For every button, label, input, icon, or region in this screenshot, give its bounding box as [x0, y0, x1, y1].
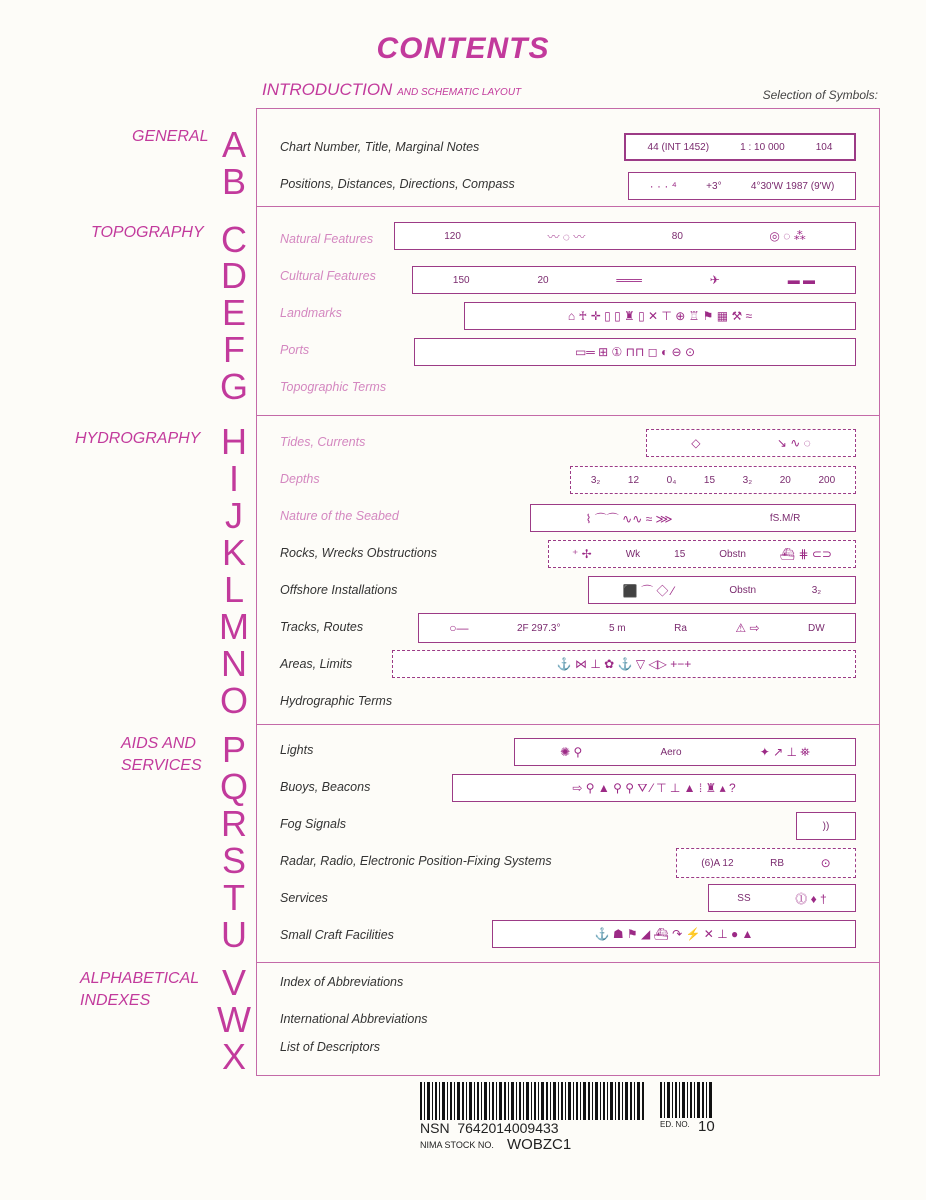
letter-d: D [221, 255, 247, 296]
chart-scale-text: 1 : 10 000 [740, 141, 785, 153]
section-i-link[interactable]: Depths [280, 472, 320, 486]
road-icon: ═══ [616, 273, 642, 287]
edition-value: 10 [698, 1118, 715, 1135]
divider [256, 415, 880, 416]
fog-signal-text: )) [822, 820, 830, 832]
divider [256, 962, 880, 963]
barcode-nsn [420, 1082, 646, 1120]
category-aids [121, 733, 202, 777]
intro-heading [262, 80, 521, 100]
natural-spot-text: 80 [671, 230, 683, 242]
nsn-line [420, 1120, 559, 1136]
depth-0: 3₂ [590, 474, 601, 486]
contour-icon: 〰 ◌ 〰 [547, 229, 586, 244]
landmark-icons: ⌂ ♰ ✛ ▯ ▯ ♜ ▯ ✕ ⊤ ⊕ ♖ ⚑ ▦ ⚒ ≈ [567, 309, 753, 323]
letter-m: M [219, 606, 249, 647]
letter-e: E [221, 292, 246, 333]
radar-station-icon: ⊙ [820, 856, 831, 870]
symbols-radar [676, 848, 856, 878]
letter-t: T [223, 877, 245, 918]
edition-label: ED. NO. [660, 1120, 690, 1129]
variation-note-text: 4°30'W 1987 (9'W) [750, 180, 835, 192]
section-l-link[interactable]: Offshore Installations [280, 583, 398, 597]
section-j-link[interactable]: Nature of the Seabed [280, 509, 399, 523]
cultural-spot-text: 20 [537, 274, 549, 286]
nima-stock-value: WOBZC1 [507, 1136, 572, 1153]
category-aids-line2: SERVICES [121, 757, 202, 774]
section-o-link[interactable]: Hydrographic Terms [280, 694, 393, 708]
nsn-label: NSN [420, 1120, 450, 1136]
track-bearing-text: 2F 297.3° [516, 622, 561, 634]
section-d-link[interactable]: Cultural Features [280, 269, 376, 283]
depth-1: 12 [627, 474, 640, 486]
selection-label: Selection of Symbols: [762, 88, 878, 102]
letter-h: H [221, 421, 247, 462]
obstn-depth-text: 15 [674, 548, 686, 560]
section-p-link[interactable]: Lights [280, 743, 314, 757]
category-indexes-line2: INDEXES [80, 992, 151, 1009]
nima-stock-label: NIMA STOCK NO. [420, 1140, 494, 1150]
light-icons: ✺ ⚲ [560, 745, 583, 759]
letter-p: P [221, 729, 246, 770]
port-icons: ▭═ ⊞ ① ⊓⊓ ◻ ◐ ⊖ ⊙ [574, 345, 696, 359]
letter-v: V [221, 962, 246, 1003]
depth-2: 0₄ [666, 474, 677, 486]
lighthouse-icons: ✦ ↗ ⊥ ⛯ [759, 744, 810, 759]
letter-x: X [221, 1036, 246, 1077]
letter-g: G [219, 366, 248, 407]
depth-5: 20 [779, 474, 791, 486]
symbols-tracks [418, 613, 856, 643]
track-distance-text: 5 m [608, 622, 626, 634]
symbols-chart-number [624, 133, 856, 161]
symbols-cultural-features [412, 266, 856, 294]
section-m-link[interactable]: Tracks, Routes [280, 620, 364, 634]
section-h-link[interactable]: Tides, Currents [280, 435, 366, 449]
section-v-link[interactable]: Index of Abbreviations [280, 975, 404, 989]
section-f-link[interactable]: Ports [280, 343, 310, 357]
symbols-services [708, 884, 856, 912]
symbols-ports [414, 338, 856, 366]
category-indexes-line1: ALPHABETICAL [80, 970, 200, 987]
section-c-link[interactable]: Natural Features [280, 232, 374, 246]
offshore-depth-text: 3₂ [811, 584, 822, 596]
section-n-link[interactable]: Areas, Limits [280, 657, 353, 671]
nsn-value: 7642014009433 [457, 1120, 559, 1136]
symbols-positions [628, 172, 856, 200]
chart-number-text: 44 (INT 1452) [647, 141, 710, 153]
category-indexes [80, 968, 199, 1012]
small-craft-icons: ⚓ ☗ ⚑ ◢ ⛴ ↷ ⚡ ✕ ⊥ ● ▲ [594, 927, 754, 941]
warning-triangle-icon: ⚠ ⇨ [735, 621, 760, 635]
depth-4: 3₂ [742, 474, 753, 486]
letter-s: S [221, 840, 246, 881]
track-start-icon: ○— [449, 621, 469, 635]
tide-diamond-icon: ◇ [691, 436, 701, 450]
letter-l: L [223, 569, 245, 610]
divider [256, 206, 880, 207]
category-general: GENERAL [132, 128, 209, 145]
platform-icon: ⬛ ⌒ ◇ ⁄ [622, 583, 674, 598]
seabed-text: fS.M/R [769, 512, 801, 524]
barcode-edition [660, 1082, 714, 1118]
symbols-rocks [548, 540, 856, 568]
natural-depth-text: 120 [444, 230, 461, 242]
letter-r: R [221, 803, 247, 844]
symbols-tides [646, 429, 856, 457]
track-ra-text: Ra [674, 622, 687, 634]
symbols-natural-features [394, 222, 856, 250]
symbols-small-craft [492, 920, 856, 948]
letter-j: J [225, 495, 243, 536]
section-u-link[interactable]: Small Craft Facilities [280, 928, 394, 942]
aero-light-text: Aero [660, 746, 682, 758]
section-w-link[interactable]: International Abbreviations [280, 1012, 428, 1026]
category-hydrography: HYDROGRAPHY [75, 430, 201, 447]
cultural-height-text: 150 [452, 274, 470, 286]
category-topography: TOPOGRAPHY [91, 224, 204, 241]
area-limit-icons: ⚓ ⋈ ⊥ ✿ ⚓ ▽ ◁▷ +−+ [556, 657, 692, 671]
letter-n: N [221, 643, 247, 684]
depth-3: 15 [703, 474, 716, 486]
section-b-link[interactable]: Positions, Distances, Directions, Compass [280, 177, 515, 191]
wreck-text: Wk [625, 548, 641, 560]
variation-text: +3° [706, 180, 722, 192]
depth-6: 200 [818, 474, 836, 486]
section-x-link[interactable]: List of Descriptors [280, 1040, 381, 1054]
buoy-icons: ⇨ ⚲ ▲ ⚲ ⚲ ⛛ ⁄ ⊤ ⊥ ▲ ⁞ ♜ ▴ ? [572, 780, 736, 795]
signal-station-text: SS [737, 892, 751, 904]
symbols-fog [796, 812, 856, 840]
hill-contours-icon: ◎ ◌ ⁂ [769, 229, 806, 243]
letter-q: Q [219, 766, 248, 807]
divider [256, 724, 880, 725]
seabed-icons: ⌇ ⌒⌒ ∿∿ ≈ ⋙ [585, 511, 673, 526]
letter-k: K [221, 532, 246, 573]
symbols-landmarks [464, 302, 856, 330]
page-title: CONTENTS [376, 32, 550, 65]
symbols-depths [570, 466, 856, 494]
wreck-icon: ⛴ ⋕ ⊂⊃ [779, 547, 832, 561]
symbols-areas [392, 650, 856, 678]
section-e-link[interactable]: Landmarks [280, 306, 342, 320]
obstn-text: Obstn [719, 548, 746, 560]
service-icons: ⓵ ♦ † [795, 891, 827, 906]
letter-a: A [221, 124, 246, 165]
letter-i: I [228, 458, 239, 499]
section-g-link[interactable]: Topographic Terms [280, 380, 387, 394]
section-a-link[interactable]: Chart Number, Title, Marginal Notes [280, 140, 480, 154]
section-t-link[interactable]: Services [280, 891, 328, 905]
letter-b: B [221, 161, 246, 202]
letter-f: F [223, 329, 245, 370]
section-k-link[interactable]: Rocks, Wrecks Obstructions [280, 546, 437, 560]
letter-u: U [221, 914, 247, 955]
current-arrow-icon: ↘ ∿ ◌ [776, 436, 811, 450]
section-s-link[interactable]: Radar, Radio, Electronic Position-Fixing Systems [280, 854, 552, 868]
symbols-seabed [530, 504, 856, 532]
symbols-buoys [452, 774, 856, 802]
symbols-lights [514, 738, 856, 766]
airport-icon: ✈ [709, 273, 720, 287]
offshore-obstn-text: Obstn [729, 584, 757, 596]
chart-page-text: 104 [815, 141, 833, 153]
intro-main: INTRODUCTION [262, 80, 393, 99]
intro-small: AND SCHEMATIC LAYOUT [397, 87, 522, 98]
position-dots-icon: · · · ⁴ [649, 179, 677, 193]
radar-text: (6)A 12 [701, 857, 734, 869]
section-r-link[interactable]: Fog Signals [280, 817, 347, 831]
rock-icon: ⁺ ✢ [571, 547, 592, 561]
letter-w: W [217, 999, 251, 1040]
letter-c: C [221, 219, 247, 260]
deep-water-text: DW [808, 622, 825, 634]
letter-o: O [219, 680, 248, 721]
symbols-offshore [588, 576, 856, 604]
radar-rb-text: RB [770, 857, 785, 869]
railway-icon: ▬ ▬ [787, 273, 816, 287]
section-q-link[interactable]: Buoys, Beacons [280, 780, 371, 794]
category-aids-line1: AIDS AND [121, 735, 196, 752]
